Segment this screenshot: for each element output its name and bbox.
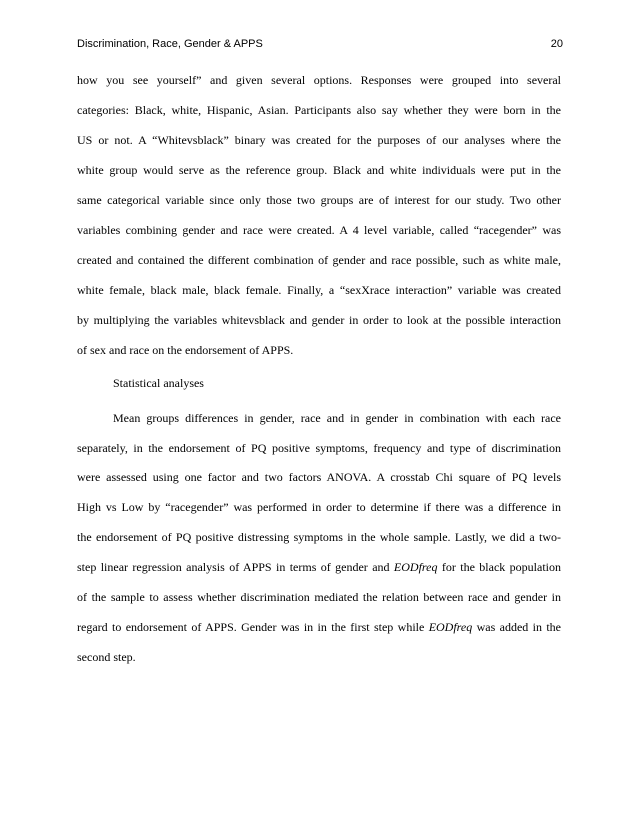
text-line: the endorsement of PQ positive distressing symptoms in the whole sample. Lastly, we did a two- xyxy=(77,530,561,544)
italic-term: EODfreq xyxy=(393,560,438,574)
text-line: of the sample to assess whether discrimination mediated the relation between race and gender in xyxy=(77,590,561,604)
italic-term: EODfreq xyxy=(428,620,473,634)
text-line: created and contained the different combination of gender and race possible, such as white male, xyxy=(77,253,561,267)
text-line: white group would serve as the reference group. Black and white individuals were put in the xyxy=(77,163,561,177)
text-line xyxy=(77,619,561,635)
text-line: Mean groups differences in gender, race and in gender in combination with each race xyxy=(113,411,561,425)
text-run: was added in the xyxy=(472,620,562,634)
text-line: separately, in the endorsement of PQ positive symptoms, frequency and type of discrimination xyxy=(77,441,561,455)
text-line: of sex and race on the endorsement of APPS. xyxy=(77,343,294,357)
text-line: same categorical variable since only those two groups are of interest for our study. Two other xyxy=(77,193,561,207)
text-line: how you see yourself” and given several options. Responses were grouped into several xyxy=(77,73,561,87)
text-run: regard to endorsement of APPS. Gender was in in the first step while xyxy=(77,620,429,634)
text-line: High vs Low by “racegender” was performed in order to determine if there was a difference in xyxy=(77,500,561,514)
text-line: white female, black male, black female. Finally, a “sexXrace interaction” variable was created xyxy=(77,283,561,297)
section-heading: Statistical analyses xyxy=(113,376,204,390)
text-line: by multiplying the variables whitevsblack and gender in order to look at the possible interaction xyxy=(77,313,561,327)
text-line: were assessed using one factor and two factors ANOVA. A crosstab Chi square of PQ levels xyxy=(77,470,561,484)
text-run: for the black population xyxy=(437,560,561,574)
text-run: step linear regression analysis of APPS in terms of gender and xyxy=(77,560,394,574)
page-number: 20 xyxy=(550,38,563,50)
text-line: categories: Black, white, Hispanic, Asian. Participants also say whether they were born in the xyxy=(77,103,561,117)
text-line: second step. xyxy=(77,650,136,664)
text-line: variables combining gender and race were created. A 4 level variable, called “racegender” was xyxy=(77,223,561,237)
text-line xyxy=(77,559,561,575)
text-line: US or not. A “Whitevsblack” binary was created for the purposes of our analyses where the xyxy=(77,133,561,147)
running-header-title: Discrimination, Race, Gender & APPS xyxy=(77,38,263,50)
